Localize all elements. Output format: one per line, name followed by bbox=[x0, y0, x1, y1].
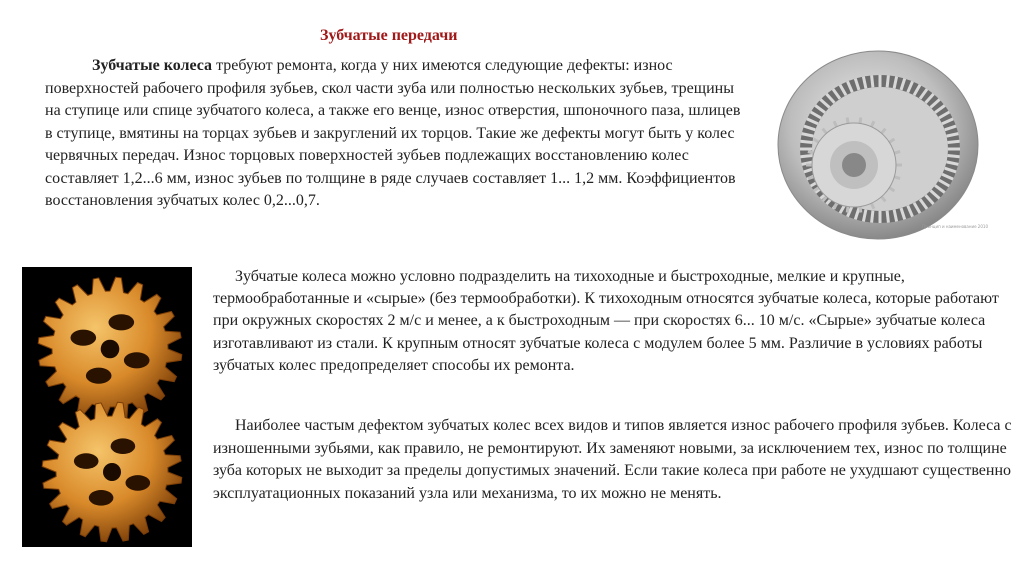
ring-tooth bbox=[948, 156, 960, 157]
gear-hub bbox=[101, 340, 120, 359]
ring-tooth bbox=[800, 141, 812, 142]
bold-lead-term: Зубчатые колеса bbox=[92, 57, 213, 74]
gear-hub bbox=[103, 463, 121, 481]
gear-spoke-hole bbox=[86, 368, 112, 384]
gear-spoke-hole bbox=[109, 314, 135, 330]
paragraph-classification: Зубчатые колеса можно условно подразделить на тихоходные и быстроходные, мелкие и крупные, термообработанные и «сырые» (без термообработки). К тихоходным относятся зубчатые колеса, которые работают при окружных скоростях 2 м/с и менее, а к быстроходным — при скоростях 6... 10 м/с. «Сырые» зубчатые колеса изготавливают из стали. К крупным относят зубчатые колеса с модулем более 5 мм. Различие в условиях работы зубчатых колес предопределяет способы их ремонта. bbox=[213, 268, 999, 374]
slide-title: Зубчатые передачи bbox=[320, 27, 458, 44]
paragraph-common-defect: Наиболее частым дефектом зубчатых колес всех видов и типов является износ рабочего профиля зубьев. Колеса с изношенными зубьями, как правило, не ремонтируют. Их заменяют новыми, за исключением тех, износ по толщине зуба которых не выходит за пределы допустимых значений. Если такие колеса при работе не ухудшают существенно эксплуатационных показаний узла или механизма, то их можно не менять. bbox=[213, 417, 1012, 502]
gear-spoke-hole bbox=[71, 330, 97, 346]
golden-gears-image bbox=[22, 267, 192, 547]
gear-spoke-hole bbox=[89, 490, 114, 506]
paragraph-defects-text: требуют ремонта, когда у них имеются следующие дефекты: износ поверхностей рабочего профиля зубьев, скол части зуба или полностью нескольких зубьев, трещины на ступице или спице зубчатого колеса, а также его венце, износ отверстия, шпоночного паза, шлицев в ступице, вмятины на торцах зубьев и закруглений их торцов. Такие же дефекты могут быть у колес червячных передач. Износ торцовых поверхностей зубьев подлежащих восстановлению колес составляет 1,2...6 мм, износ зубьев по толщине в ряде случаев составляет 1... 1,2 мм. Коэффициентов восстановления зубчатых колес 0,2...0,7. bbox=[45, 57, 741, 209]
paragraph-defects bbox=[45, 55, 750, 213]
ring-tooth bbox=[800, 156, 812, 157]
internal-gear-ring-image bbox=[770, 45, 985, 245]
gear-spoke-hole bbox=[124, 352, 150, 368]
ring-tooth bbox=[887, 75, 888, 87]
ring-tooth bbox=[872, 75, 873, 87]
gear-spoke-hole bbox=[74, 453, 99, 469]
image-caption: Принцип и наименование 2010 bbox=[922, 224, 988, 229]
gear-spoke-hole bbox=[111, 438, 136, 454]
ring-tooth bbox=[948, 141, 960, 142]
ring-tooth bbox=[887, 211, 888, 223]
ring-tooth bbox=[872, 211, 873, 223]
gear-spoke-hole bbox=[126, 475, 151, 491]
